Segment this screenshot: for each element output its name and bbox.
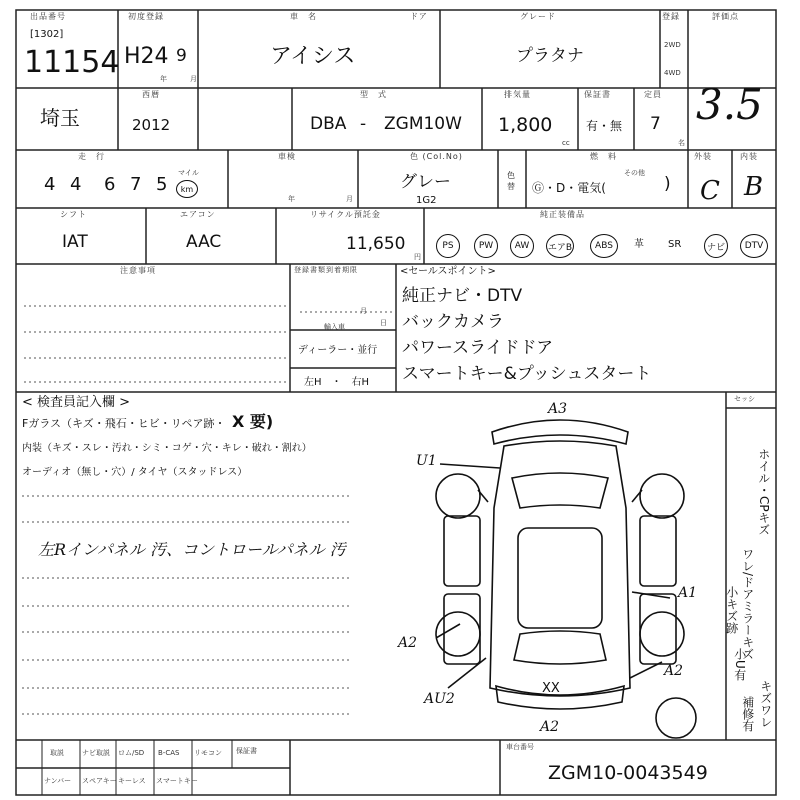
inspection-header: 車検 (278, 152, 296, 161)
color-change: 色替 (507, 171, 515, 192)
color-code: 1G2 (416, 195, 437, 206)
chassis-number: ZGM10-0043549 (548, 762, 708, 784)
inspector-line-2: 内装（キズ・スレ・汚れ・シミ・コゲ・穴・キレ・破れ・割れ） (22, 443, 312, 454)
inspector-header: < 検査員記入欄 > (22, 395, 131, 410)
sales-point-2: バックカメラ (402, 312, 504, 332)
car-name-header: 車 名 (290, 12, 317, 21)
equip-pw: PW (474, 234, 498, 258)
footer-warranty: 保証書 (236, 747, 257, 755)
mileage-digit-1: 4 (44, 174, 56, 195)
side-notes-header: セッシ (734, 395, 755, 403)
inspector-line-3: オーディオ（無し・穴）/ タイヤ（スタッドレス） (22, 467, 248, 478)
mileage-digit-3: 6 (104, 174, 116, 195)
lot-number: 11154 (24, 45, 120, 80)
capacity-unit: 名 (678, 139, 685, 147)
car-name: アイシス (270, 44, 356, 69)
footer-spare-key: スペアキー (82, 777, 117, 785)
drive-4wd: 4WD (664, 69, 681, 77)
sales-point-4: スマートキー&プッシュスタート (402, 364, 652, 384)
inspector-line-1: Fガラス（キズ・飛石・ヒビ・リペア跡・ (22, 417, 226, 430)
equip-leather: 革 (634, 239, 644, 250)
footer-rom-sd: ロム/SD (118, 749, 145, 757)
drive-2wd: 2WD (664, 41, 681, 49)
door-header: ドア (410, 12, 428, 21)
damage-rear: XX (542, 681, 560, 696)
mileage-digit-2: 4 (70, 174, 82, 195)
first-reg-header: 初度登録 (128, 12, 164, 21)
recycle-unit: 円 (414, 253, 421, 261)
equip-abs: ABS (590, 234, 618, 258)
lot-header: 出品番号 (30, 12, 66, 21)
color-name: グレー (400, 172, 451, 192)
color-header: 色 (Col.No) (410, 152, 463, 161)
damage-front: A3 (548, 401, 568, 417)
score-header: 評価点 (712, 12, 739, 21)
reg-deadline-header: 登録書類到着期限 (294, 266, 358, 274)
side-note-3: 小キズ跡 (724, 586, 739, 634)
side-note-1: ホイル・CPキズ (756, 448, 771, 536)
displacement-value: 1,800 (498, 114, 553, 136)
shift-header: シフト (60, 210, 87, 219)
first-reg-month: 9 (176, 46, 187, 66)
import-side: 左H ・ 右H (304, 377, 370, 388)
footer-bcas: B-CAS (158, 749, 180, 757)
mileage-unit: km (176, 180, 198, 198)
displacement-header: 排気量 (504, 90, 531, 99)
side-note-4: 小U有 (732, 648, 747, 681)
fuel-value: Ⓖ・D・電気( (532, 181, 606, 195)
inspection-month: 月 (346, 195, 353, 203)
handwritten-note: 左Rインパネル 汚、コントロールパネル 汚 (38, 540, 346, 559)
drive-header: 登録 (662, 12, 680, 21)
lot-area: [1302] (30, 29, 64, 40)
model-code: ZGM10W (384, 114, 462, 134)
aircon-header: エアコン (180, 210, 216, 219)
western-header: 西暦 (142, 90, 160, 99)
recycle-value: 11,650 (346, 234, 406, 254)
genuine-header: 純正装備品 (540, 210, 585, 219)
footer-remote: リモコン (194, 749, 222, 757)
equip-airbag: エアB (546, 234, 574, 258)
sales-point-1: 純正ナビ・DTV (402, 286, 523, 306)
mileage-unit-alt: マイル (178, 169, 199, 177)
equip-dtv: DTV (740, 234, 768, 258)
aircon-value: AAC (186, 232, 222, 252)
reg-deadline-month: 月 (360, 307, 367, 315)
sales-point-3: パワースライドドア (402, 338, 554, 358)
damage-right-rear: A1 (678, 585, 698, 601)
import-dealer: ディーラー・並行 (298, 345, 378, 356)
interior-header: 内装 (740, 152, 758, 161)
inspector-line-1-mark: X 要) (232, 412, 274, 431)
side-note-5: キズワレ (758, 680, 773, 728)
side-note-2: ワレ/ドアミラーキズ (740, 548, 755, 661)
exterior-header: 外装 (694, 152, 712, 161)
import-header: 輸入車 (324, 323, 345, 331)
grade: プラタナ (516, 46, 584, 66)
fuel-close: ) (664, 174, 671, 194)
grade-header: グレード (520, 12, 556, 21)
side-note-6: 補修有 (740, 696, 755, 732)
model-dash: - (360, 114, 367, 134)
region: 埼玉 (40, 106, 80, 130)
mileage-digit-5: 5 (156, 174, 168, 195)
sales-points-header: <セールスポイント> (400, 266, 496, 277)
footer-plate: ナンバー (44, 777, 72, 785)
equip-ps: PS (436, 234, 460, 258)
footer-manual: 取説 (50, 749, 64, 757)
equip-navi: ナビ (704, 234, 728, 258)
equip-sr: SR (668, 239, 682, 250)
warranty-header: 保証書 (584, 90, 611, 99)
inspection-year: 年 (288, 195, 295, 203)
fuel-other: その他 (624, 169, 645, 177)
damage-left-rear: A2 (398, 635, 418, 651)
damage-bottom-left: AU2 (424, 691, 455, 707)
interior-grade: B (744, 172, 764, 202)
capacity-header: 定員 (644, 90, 662, 99)
western-year: 2012 (132, 116, 171, 134)
damage-left-front: U1 (416, 453, 437, 469)
damage-bottom: A2 (540, 719, 560, 735)
model-prefix: DBA (310, 114, 347, 134)
recycle-header: リサイクル預託金 (310, 210, 381, 219)
mileage-digit-4: 7 (130, 174, 142, 195)
capacity-value: 7 (650, 114, 661, 134)
footer-navi-manual: ナビ取説 (82, 749, 110, 757)
car-damage-diagram (400, 398, 720, 740)
fuel-header: 燃 料 (590, 152, 617, 161)
damage-right-bottom: A2 (664, 663, 684, 679)
exterior-grade: C (700, 176, 720, 206)
reg-deadline-day: 日 (380, 319, 387, 327)
first-reg-year-unit: 年 (160, 75, 167, 83)
first-reg-month-unit: 月 (190, 75, 197, 83)
first-reg-era: H24 (124, 44, 169, 69)
warranty-value: 有・無 (586, 119, 623, 133)
mileage-header: 走 行 (78, 152, 105, 161)
displacement-unit: cc (562, 139, 570, 147)
footer-keyless: キーレス (118, 777, 146, 785)
notes-header: 注意事項 (120, 266, 156, 275)
score-value: 3.5 (696, 80, 763, 129)
equip-aw: AW (510, 234, 534, 258)
footer-smart-key: スマートキー (156, 777, 198, 785)
chassis-header: 車台番号 (506, 743, 534, 751)
shift-value: IAT (62, 232, 88, 252)
model-header: 型 式 (360, 90, 387, 99)
